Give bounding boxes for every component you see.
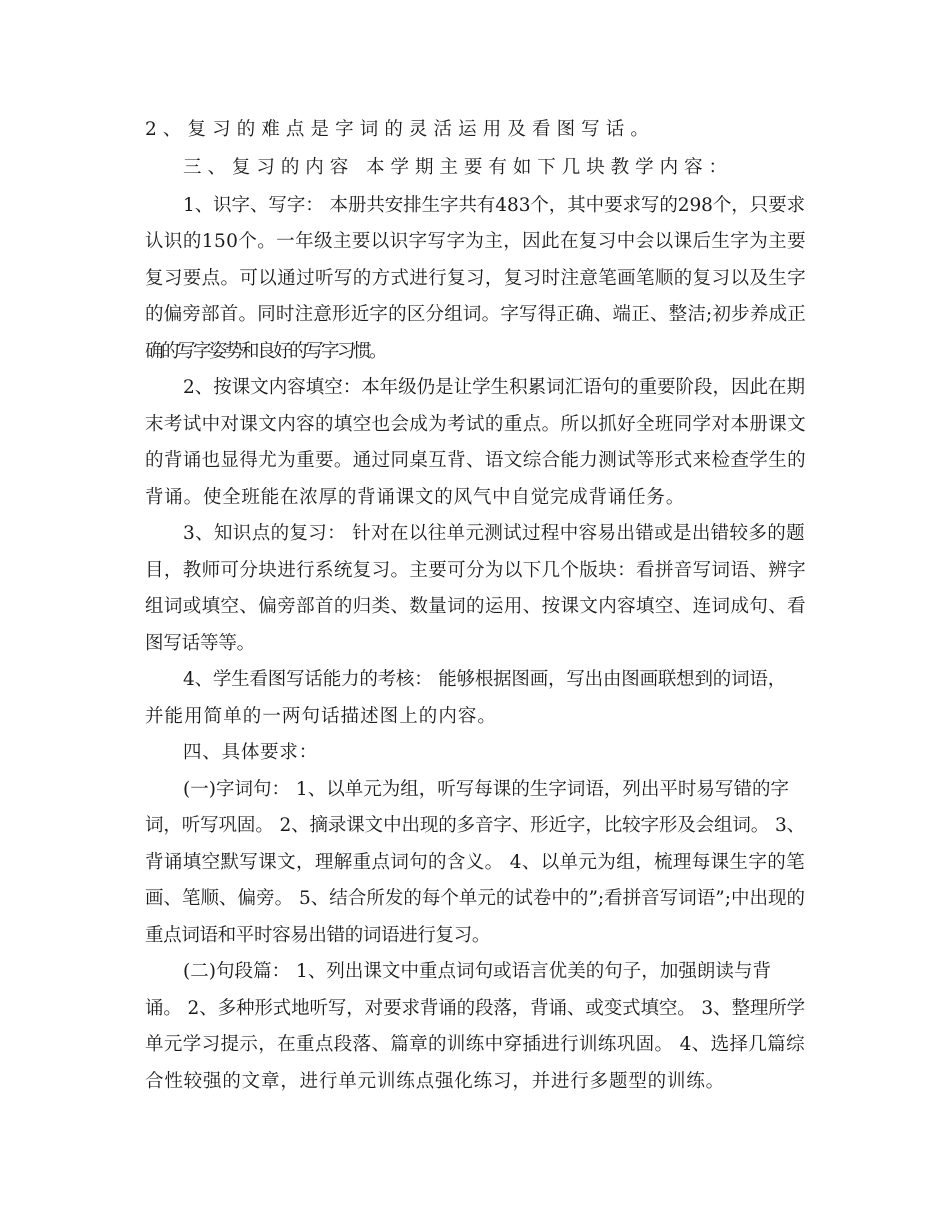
text-line: 单元学习提示，在重点段落、篇章的训练中穿插进行训练巩固。 4、选择几篇综: [145, 1034, 805, 1055]
section-heading: 四、具体要求：: [183, 742, 318, 763]
section-heading: 三、复习的内容 本学期主要有如下几块教学内容：: [183, 157, 733, 178]
text-line: 末考试中对课文内容的填空也会成为考试的重点。所以抓好全班同学对本册课文: [145, 414, 806, 435]
text-line: 画、笔顺、偏旁。 5、结合所发的每个单元的试卷中的”;看拼音写词语”;中出现的: [145, 888, 805, 909]
text-line: 的偏旁部首。同时注意形近字的区分组词。字写得正确、端正、整洁;初步养成正: [145, 304, 806, 325]
text-line: 4、学生看图写话能力的考核： 能够根据图画，写出由图画联想到的词语，: [183, 669, 786, 690]
text-line: 确的写字姿势和良好的写字习惯。: [145, 341, 385, 362]
text-line: 合性较强的文章，进行单元训练点强化练习，并进行多题型的训练。: [145, 1071, 725, 1092]
text-line: (二)句段篇： 1、列出课文中重点词句或语言优美的句子，加强朗读与背: [183, 961, 771, 982]
text-line: 复习要点。可以通过听写的方式进行复习，复习时注意笔画笔顺的复习以及生字: [145, 268, 806, 289]
text-line: 2、复习的难点是字词的灵活运用及看图写话。: [145, 119, 655, 140]
text-line: 的背诵也显得尤为重要。通过同桌互背、语文综合能力测试等形式来检查学生的: [145, 450, 806, 471]
text-line: 并能用简单的一两句话描述图上的内容。: [145, 706, 497, 727]
text-line: 图写话等等。: [145, 633, 255, 654]
text-line: 组词或填空、偏旁部首的归类、数量词的运用、按课文内容填空、连词成句、看: [145, 596, 806, 617]
text-line: (一)字词句： 1、以单元为组，听写每课的生字词语，列出平时易写错的字: [183, 779, 789, 800]
text-line: 重点词语和平时容易出错的词语进行复习。: [145, 925, 490, 946]
text-line: 3、知识点的复习： 针对在以往单元测试过程中容易出错或是出错较多的题: [183, 523, 805, 544]
text-line: 背诵。使全班能在浓厚的背诵课文的风气中自觉完成背诵任务。: [145, 487, 685, 508]
text-line: 2、按课文内容填空：本年级仍是让学生积累词汇语句的重要阶段，因此在期: [183, 377, 805, 398]
text-line: 认识的150个。一年级主要以识字写字为主，因此在复习中会以课后生字为主要: [145, 231, 806, 252]
text-line: 目，教师可分块进行系统复习。主要可分为以下几个版块：看拼音写词语、辨字: [145, 560, 806, 581]
text-line: 1、识字、写字： 本册共安排生字共有483个，其中要求写的298个，只要求: [183, 195, 805, 216]
text-line: 诵。 2、多种形式地听写，对要求背诵的段落，背诵、或变式填空。 3、整理所学: [145, 998, 805, 1019]
text-line: 词，听写巩固。 2、摘录课文中出现的多音字、形近字，比较字形及会组词。 3、: [145, 815, 805, 836]
text-line: 背诵填空默写课文，理解重点词句的含义。 4、以单元为组，梳理每课生字的笔: [145, 852, 805, 873]
